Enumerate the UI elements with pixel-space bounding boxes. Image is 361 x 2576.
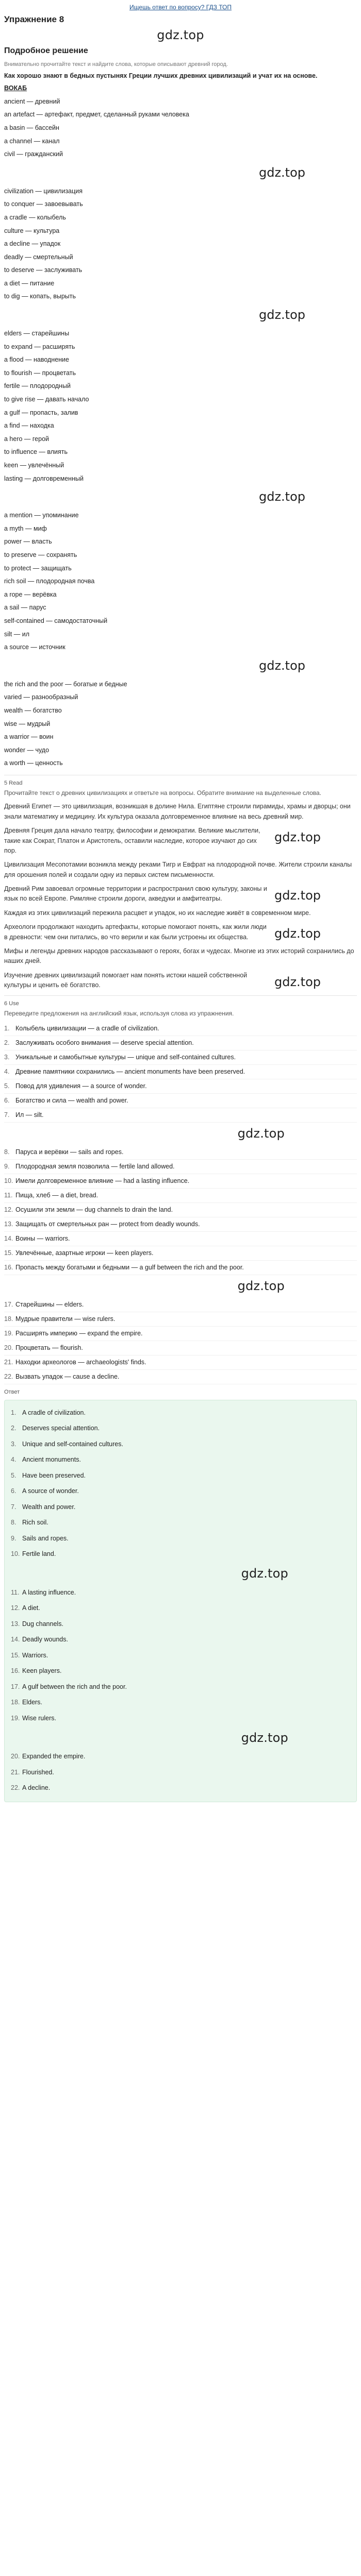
answer-text: Sails and ropes. <box>22 1534 69 1542</box>
vocab-item: to preserve — сохранять <box>4 551 77 558</box>
vocab-item: to flourish — процветать <box>4 369 76 377</box>
item-number: 20. <box>4 1344 13 1351</box>
item-number: 8. <box>4 1148 10 1156</box>
translation-item <box>4 1079 357 1094</box>
answer-text: Ancient monuments. <box>22 1456 81 1464</box>
item-number: 19. <box>4 1329 13 1337</box>
translation-item <box>4 1094 357 1108</box>
watermark-row <box>4 1275 357 1298</box>
answer-item <box>11 1617 350 1633</box>
watermark-row <box>4 1123 357 1145</box>
watermark: gdz.top <box>241 1566 288 1581</box>
translation-text: Уникальные и самобытные культуры — unique and self-contained cultures. <box>15 1053 236 1061</box>
section-label: 6 Use <box>4 1001 19 1007</box>
translation-text: Увлечённые, азартные игроки — keen players. <box>15 1249 154 1257</box>
answer-text: A decline. <box>22 1784 51 1792</box>
answer-text: A diet. <box>22 1604 40 1612</box>
answer-text: Deserves special attention. <box>22 1425 100 1432</box>
answer-text: A source of wonder. <box>22 1487 79 1495</box>
item-number: 1. <box>11 1409 17 1416</box>
answer-text: Unique and self-contained cultures. <box>22 1440 123 1448</box>
translation-text: Пища, хлеб — a diet, bread. <box>15 1191 99 1199</box>
item-number: 17. <box>4 1300 13 1308</box>
answer-text: Flourished. <box>22 1768 54 1776</box>
watermark: gdz.top <box>258 489 305 504</box>
translation-text: Ил — silt. <box>15 1111 44 1118</box>
translation-item <box>4 1036 357 1050</box>
watermark: gdz.top <box>258 307 305 322</box>
item-number: 17. <box>11 1683 20 1690</box>
answer-item <box>11 1680 350 1696</box>
item-number: 19. <box>11 1714 20 1722</box>
item-number: 11. <box>11 1588 20 1596</box>
vocab-item: keen — увлечённый <box>4 462 64 469</box>
vocab-item: wonder — чудо <box>4 746 50 754</box>
watermark: gdz.top <box>258 165 305 180</box>
vocab-item: to expand — расширять <box>4 343 75 350</box>
answer-text: Elders. <box>22 1699 42 1706</box>
translation-item <box>4 1050 357 1065</box>
answer-item <box>11 1781 350 1797</box>
answer-item <box>11 1648 350 1664</box>
task-lead: Как хорошо знают в бедных пустынях Греции лучших древних цивилизаций и учат их на основе. <box>4 72 318 79</box>
item-number: 14. <box>11 1636 20 1643</box>
watermark: gdz.top <box>241 1730 288 1745</box>
vocab-item: the rich and the poor — богатые и бедные <box>4 680 127 688</box>
watermark: gdz.top <box>274 926 321 941</box>
translation-text: Паруса и верёвки — sails and ropes. <box>15 1148 124 1156</box>
task-note: Внимательно прочитайте текст и найдите слова, которые описывают древний город. <box>4 61 228 67</box>
item-number: 21. <box>11 1768 20 1776</box>
translation-item <box>4 1203 357 1217</box>
translation-text: Воины — warriors. <box>15 1234 70 1242</box>
answer-item <box>11 1437 350 1453</box>
item-number: 4. <box>4 1067 10 1075</box>
paragraph-text: Мифы и легенды древних народов рассказывают о героях, богах и чудесах. Многие из этих историй сохранились до наших дней. <box>4 947 354 965</box>
translation-text: Колыбель цивилизации — a cradle of civilization. <box>15 1024 159 1032</box>
paragraph <box>4 826 357 856</box>
translation-item <box>4 1160 357 1174</box>
watermark-row <box>4 303 357 327</box>
translation-text: Богатство и сила — wealth and power. <box>15 1096 128 1104</box>
item-number: 21. <box>4 1358 13 1366</box>
answer-item <box>11 1405 350 1421</box>
answer-text: A lasting influence. <box>22 1588 76 1596</box>
answer-text: Deadly wounds. <box>22 1636 68 1643</box>
translation-text: Осушили эти земли — dug channels to drain the land. <box>15 1206 173 1213</box>
translation-text: Старейшины — elders. <box>15 1300 84 1308</box>
translation-item <box>4 1341 357 1355</box>
item-number: 15. <box>11 1651 20 1659</box>
vocab-item: a rope — верёвка <box>4 590 57 598</box>
paragraph <box>4 884 357 904</box>
section-task: Прочитайте текст о древних цивилизациях и ответьте на вопросы. Обратите внимание на выделенные слова. <box>4 789 322 797</box>
section-label: 5 Read <box>4 780 23 787</box>
watermark: gdz.top <box>258 658 305 673</box>
watermark: gdz.top <box>274 888 321 903</box>
translation-item <box>4 1355 357 1370</box>
vocab-item: a warrior — воин <box>4 733 54 741</box>
paragraph-text: Каждая из этих цивилизаций пережила расцвет и упадок, но их наследие живёт в современном мире. <box>4 909 311 917</box>
translation-text: Пропасть между богатыми и бедными — a gulf between the rich and the poor. <box>15 1263 244 1271</box>
vocab-item: power — власть <box>4 538 52 546</box>
item-number: 12. <box>4 1206 13 1213</box>
paragraph-text: Древний Рим завоевал огромные территории и распространил свою культуру, законы и язык по всей Европе. Римляне строили дороги, акведуки и амфитеатры. <box>4 885 267 903</box>
translation-text: Повод для удивления — a source of wonder. <box>15 1082 147 1090</box>
vocab-item: a basin — бассейн <box>4 124 59 131</box>
item-number: 7. <box>11 1503 17 1511</box>
vocab-item: a cradle — колыбель <box>4 213 66 221</box>
vocab-item: culture — культура <box>4 227 60 234</box>
divider <box>4 995 357 996</box>
vocab-item: a mention — упоминание <box>4 512 79 519</box>
watermark: gdz.top <box>274 830 321 845</box>
item-number: 22. <box>11 1784 20 1792</box>
item-number: 6. <box>4 1096 10 1104</box>
translation-text: Имели долговременное влияние — had a lasting influence. <box>15 1177 190 1184</box>
vocab-item: a gulf — пропасть, залив <box>4 409 78 416</box>
watermark: gdz.top <box>237 1126 285 1141</box>
answer-item <box>11 1632 350 1648</box>
translation-item <box>4 1217 357 1232</box>
paragraph <box>4 946 357 967</box>
answer-text: Wealth and power. <box>22 1503 76 1511</box>
translation-item <box>4 1246 357 1261</box>
translation-item <box>4 1232 357 1246</box>
answer-item <box>11 1749 350 1765</box>
translation-item <box>4 1370 357 1384</box>
translation-item <box>4 1145 357 1160</box>
watermark-row <box>4 161 357 184</box>
vocab-item: to influence — влиять <box>4 448 68 456</box>
vocab-item: to conquer — завоевывать <box>4 200 83 208</box>
item-number: 3. <box>4 1053 10 1061</box>
section-task: Переведите предложения на английский язык, используя слова из упражнения. <box>4 1010 234 1018</box>
vocab-item: silt — ил <box>4 630 29 638</box>
watermark: gdz.top <box>237 1279 285 1294</box>
watermark-row <box>11 1726 350 1749</box>
item-number: 5. <box>11 1471 17 1479</box>
translation-text: Находки археологов — archaeologists' finds. <box>15 1358 146 1366</box>
paragraph <box>4 802 357 822</box>
page-title: Упражнение 8 <box>4 14 64 24</box>
translation-item <box>4 1298 357 1312</box>
paragraph-text: Цивилизация Месопотамии возникла между реками Тигр и Евфрат на плодородной почве. Жители строили каналы для орошения полей и создали одну из первых систем письменности. <box>4 861 352 878</box>
item-number: 8. <box>11 1519 17 1527</box>
translation-item <box>4 1022 357 1036</box>
item-number: 18. <box>4 1315 13 1323</box>
translation-item <box>4 1065 357 1079</box>
paragraph <box>4 922 357 942</box>
translation-item <box>4 1327 357 1341</box>
answer-text: Fertile land. <box>22 1550 56 1558</box>
answer-item <box>11 1765 350 1781</box>
watermark: gdz.top <box>157 27 204 42</box>
item-number: 16. <box>11 1667 20 1675</box>
answer-item <box>11 1452 350 1468</box>
answer-box <box>4 1400 357 1802</box>
item-number: 14. <box>4 1234 13 1242</box>
vocab-item: an artefact — артефакт, предмет, сделанный руками человека <box>4 111 189 118</box>
vocab-item: rich soil — плодородная почва <box>4 578 95 585</box>
answer-item <box>11 1484 350 1500</box>
answer-text: Have been preserved. <box>22 1471 86 1479</box>
item-number: 12. <box>11 1604 20 1612</box>
translation-text: Мудрые правители — wise rulers. <box>15 1315 116 1323</box>
watermark-row <box>4 485 357 509</box>
item-number: 4. <box>11 1456 17 1464</box>
vocab-item: a myth — миф <box>4 524 47 532</box>
translation-text: Защищать от смертельных ран — protect from deadly wounds. <box>15 1220 200 1228</box>
item-number: 13. <box>4 1220 13 1228</box>
watermark: gdz.top <box>274 974 321 989</box>
translation-list <box>4 1022 357 1384</box>
watermark-row <box>4 654 357 677</box>
content <box>0 13 361 1802</box>
vocab-item: to dig — копать, вырыть <box>4 293 76 300</box>
answer-item <box>11 1500 350 1516</box>
vocab-item: deadly — смертельный <box>4 253 73 261</box>
vocab-item: wealth — богатство <box>4 706 62 714</box>
answer-text: A cradle of civilization. <box>22 1409 86 1416</box>
paragraph <box>4 908 357 918</box>
answer-text: Keen players. <box>22 1667 62 1675</box>
vocab-item: civilization — цивилизация <box>4 187 83 195</box>
paragraph <box>4 971 357 991</box>
text-block <box>4 802 357 990</box>
answer-text: Dug channels. <box>22 1620 63 1628</box>
translation-text: Вызвать упадок — cause a decline. <box>15 1372 120 1380</box>
answer-text: Warriors. <box>22 1651 48 1659</box>
translation-item <box>4 1261 357 1275</box>
answer-text: Rich soil. <box>22 1519 48 1527</box>
item-number: 13. <box>11 1620 20 1628</box>
answer-item <box>11 1711 350 1727</box>
item-number: 22. <box>4 1372 13 1380</box>
item-number: 16. <box>4 1263 13 1271</box>
paragraph-text: Изучение древних цивилизаций помогает нам понять истоки нашей собственной культуры и ценить её богатство. <box>4 971 248 989</box>
translation-text: Плодородная земля позволила — fertile land allowed. <box>15 1162 175 1170</box>
vocab-item: a flood — наводнение <box>4 356 69 364</box>
answer-item <box>11 1531 350 1547</box>
translation-text: Древние памятники сохранились — ancient monuments have been preserved. <box>15 1067 245 1075</box>
translation-text: Процветать — flourish. <box>15 1344 83 1351</box>
vocab-item: lasting — долговременный <box>4 474 84 482</box>
answer-text: A gulf between the rich and the poor. <box>22 1683 127 1690</box>
translation-text: Заслуживать особого внимания — deserve special attention. <box>15 1039 194 1046</box>
item-number: 5. <box>4 1082 10 1090</box>
translation-text: Расширять империю — expand the empire. <box>15 1329 143 1337</box>
vocab-item: a diet — питание <box>4 279 55 287</box>
answer-item <box>11 1547 350 1563</box>
item-number: 15. <box>4 1249 13 1257</box>
answer-item <box>11 1695 350 1711</box>
vocab-item: self-contained — самодостаточный <box>4 617 108 624</box>
answer-item <box>11 1468 350 1484</box>
answer-item <box>11 1515 350 1531</box>
item-number: 10. <box>4 1177 13 1184</box>
answer-item <box>11 1664 350 1680</box>
item-number: 2. <box>4 1039 10 1046</box>
paragraph <box>4 860 357 880</box>
vocab-item: to protect — защищать <box>4 564 72 572</box>
item-number: 9. <box>11 1534 17 1542</box>
answer-heading: ВОКАБ <box>4 84 27 92</box>
vocab-item: to deserve — заслуживать <box>4 266 83 274</box>
vocab-item: a sail — парус <box>4 604 46 612</box>
vocab-item: a hero — герой <box>4 435 50 443</box>
top-note[interactable]: Ищешь ответ по вопросу? ГДЗ ТОП <box>129 4 232 11</box>
vocab-item: civil — гражданский <box>4 150 63 158</box>
paragraph-text: Древняя Греция дала начало театру, философии и демократии. Великие мыслители, такие как Сократ, Платон и Аристотель, оставили наследие, которое изучают до сих пор. <box>4 827 260 854</box>
item-number: 20. <box>11 1753 20 1760</box>
translation-item <box>4 1108 357 1123</box>
item-number: 18. <box>11 1699 20 1706</box>
item-number: 7. <box>4 1111 10 1118</box>
vocab-item: elders — старейшины <box>4 330 70 337</box>
item-number: 10. <box>11 1550 20 1558</box>
item-number: 6. <box>11 1487 17 1495</box>
paragraph-text: Археологи продолжают находить артефакты, которые помогают понять, как жили люди в древности: чем они питались, во что верили и как были устроены их общества. <box>4 923 267 941</box>
answer-item <box>11 1585 350 1601</box>
vocab-item: varied — разнообразный <box>4 693 78 701</box>
vocab-list <box>4 95 357 770</box>
vocab-item: ancient — древний <box>4 97 60 105</box>
answer-label: Ответ <box>4 1388 20 1395</box>
paragraph-text: Древний Египет — это цивилизация, возникшая в долине Нила. Египтяне строили пирамиды, храмы и дворцы; они знали математику и медицину. Их культура оказала долговременное влияние на весь древний мир. <box>4 803 351 820</box>
vocab-item: a source — источник <box>4 643 65 651</box>
vocab-item: a channel — канал <box>4 137 60 145</box>
watermark-row <box>11 1563 350 1585</box>
answer-item <box>11 1601 350 1617</box>
vocab-item: a worth — ценность <box>4 759 63 767</box>
item-number: 11. <box>4 1191 13 1199</box>
vocab-item: to give rise — давать начало <box>4 396 89 403</box>
item-number: 9. <box>4 1162 10 1170</box>
answer-item <box>11 1421 350 1437</box>
subtitle: Подробное решение <box>4 46 88 55</box>
vocab-item: wise — мудрый <box>4 720 51 727</box>
answer-text: Wise rulers. <box>22 1714 56 1722</box>
vocab-item: a find — находка <box>4 422 54 430</box>
item-number: 2. <box>11 1425 17 1432</box>
item-number: 1. <box>4 1024 10 1032</box>
vocab-item: a decline — упадок <box>4 240 61 248</box>
translation-item <box>4 1189 357 1203</box>
vocab-item: fertile — плодородный <box>4 382 71 390</box>
answer-text: Expanded the empire. <box>22 1753 86 1760</box>
translation-item <box>4 1312 357 1327</box>
translation-item <box>4 1174 357 1189</box>
item-number: 3. <box>11 1440 17 1448</box>
